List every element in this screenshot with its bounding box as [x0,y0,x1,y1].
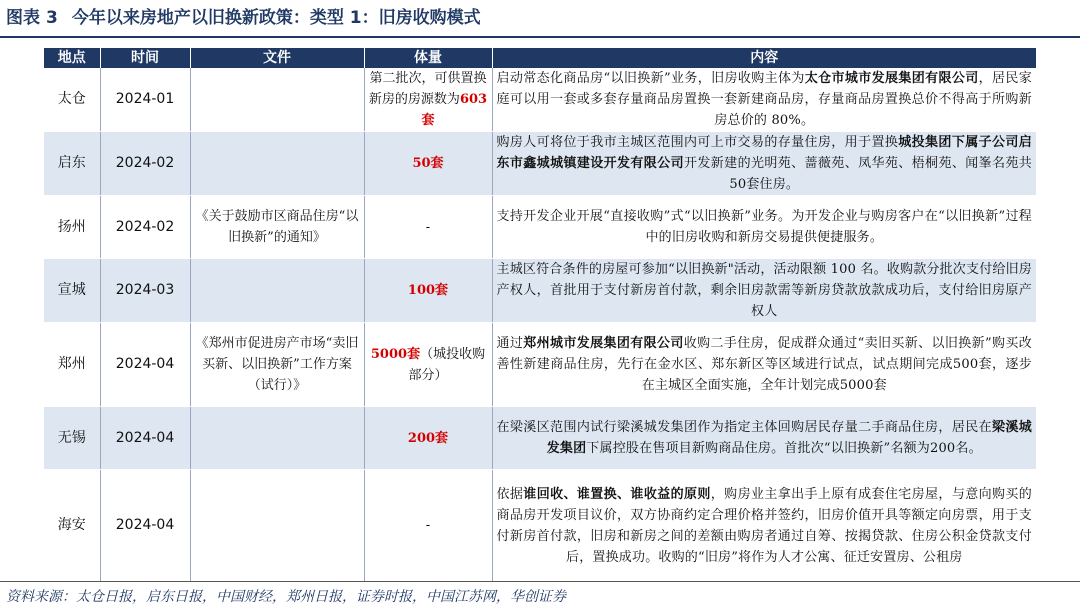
content-text: 主城区符合条件的房屋可参加“以旧换新"活动，活动限额 100 名。收购款分批次支付给旧房产权人，首批用于支付新房首付款，剩余旧房款需等新房贷款放款成功后，支付给旧房原产权人 [496,262,1033,319]
cell-content [492,196,1036,259]
table-row [44,132,1036,196]
volume-highlight: 100套 [407,283,449,298]
table-row [44,196,1036,259]
cell-content [492,68,1036,132]
cell-volume [364,470,492,582]
cell-document [190,470,364,582]
cell-time: 2024-04 [100,407,190,470]
content-emphasis: 太仓市城市发展集团有限公司 [804,71,979,86]
cell-document: 《关于鼓励市区商品住房“以旧换新”的通知》 [190,196,364,259]
cell-content [492,132,1036,196]
cell-time: 2024-02 [100,132,190,196]
content-emphasis: 谁回收、谁置换、谁收益的原则 [523,486,711,502]
footer-divider [0,581,1080,582]
table-row [44,68,1036,132]
cell-volume [364,323,492,407]
header-time: 时间 [100,48,190,68]
cell-location: 启东 [44,132,100,196]
content-emphasis: 城投集团下属子公司启东市鑫城城镇建设开发有限公司 [496,135,1032,171]
volume-text: - [425,518,431,533]
volume-highlight: 5000套 [370,346,421,362]
cell-volume [364,196,492,259]
table-row [44,470,1036,582]
volume-text: 第二批次，可供置换新房的房源数为 [368,71,487,107]
header-document: 文件 [190,48,364,68]
cell-location: 太仓 [44,68,100,132]
cell-document [190,407,364,470]
cell-time: 2024-04 [100,323,190,407]
cell-document: 《郑州市促进房产市场“卖旧买新、以旧换新”工作方案（试行）》 [190,323,364,407]
cell-document [190,259,364,323]
content-text: 在梁溪区范围内试行梁溪城发集团作为指定主体回购居民存量二手商品住房，居民在 [496,420,993,435]
cell-time: 2024-03 [100,259,190,323]
figure-title [6,4,481,32]
cell-location: 海安 [44,470,100,582]
content-text: 通过 [496,336,524,351]
cell-content [492,407,1036,470]
title-divider [0,36,1080,38]
cell-volume [364,407,492,470]
content-text: 支持开发企业开展“直接收购”式“以旧换新”业务。为开发企业与购房客户在“以旧换新”过程中的旧房收购和新房交易提供便捷服务。 [496,209,1032,245]
content-text: 购房人可将位于我市主城区范围内可上市交易的存量住房，用于置换 [496,135,899,150]
cell-location: 无锡 [44,407,100,470]
volume-highlight: 200套 [407,430,449,446]
cell-volume [364,68,492,132]
figure-title-number: 3 [46,8,58,28]
volume-text: （城投收购部分） [408,346,486,383]
content-emphasis: 梁溪城发集团 [546,420,1032,456]
table-row [44,323,1036,407]
cell-time: 2024-01 [100,68,190,132]
content-emphasis: 郑州城市发展集团有限公司 [523,336,684,351]
volume-highlight: 50套 [412,156,444,171]
volume-highlight: 603套 [421,92,488,128]
content-text: ，购房业主拿出手上原有成套住宅房屋，与意向购买的商品房开发项目议价，双方协商约定合理价格并签约，旧房价值开具等额定向房票，用于支付新房首付款，旧房和新房之间的差额由购房者通过自筹、按揭贷款、住房公积金贷款支付后，置换成功。收购的“旧房”将作为人才公寓、征迁安置房、公租房 [496,486,1032,565]
cell-content [492,259,1036,323]
figure-title-prefix: 图表 [6,8,40,28]
cell-volume [364,259,492,323]
cell-volume [364,132,492,196]
cell-document [190,68,364,132]
figure-title-text: 今年以来房地产以旧换新政策：类型 1：旧房收购模式 [71,8,481,28]
cell-content [492,323,1036,407]
header-volume: 体量 [364,48,492,68]
table-row [44,407,1036,470]
source-note: 资料来源：太仓日报，启东日报，中国财经，郑州日报，证券时报，中国江苏网，华创证券 [6,589,566,605]
cell-location: 宣城 [44,259,100,323]
cell-location: 扬州 [44,196,100,259]
policy-table [44,48,1036,582]
content-text: ，居民家庭可以用一套或多套存量商品房置换一套新建商品房，存量商品房置换总价不得高于所购新房总价的 80%。 [496,71,1032,128]
content-text: 下属控股在售项目新购商品住房。首批次“以旧换新”名额为200名。 [586,441,982,456]
cell-document [190,132,364,196]
content-text: 依据 [496,486,524,502]
cell-time: 2024-02 [100,196,190,259]
cell-time: 2024-04 [100,470,190,582]
table-header-row [44,48,1036,68]
content-text: 启动常态化商品房“以旧换新”业务，旧房收购主体为 [496,71,805,86]
volume-text: - [425,219,431,235]
table-row [44,259,1036,323]
cell-content [492,470,1036,582]
cell-location: 郑州 [44,323,100,407]
content-text: 开发新建的光明苑、蔷薇苑、凤华苑、梧桐苑、闻峯名苑共50套住房。 [684,156,1032,192]
header-content: 内容 [492,48,1036,68]
content-text: 收购二手住房，促成群众通过“卖旧买新、以旧换新”购买改善性新建商品住房，先行在金水区、郑东新区等区域进行试点，试点期间完成500套，逐步在主城区全面实施，全年计划完成5000套 [496,336,1032,393]
header-location: 地点 [44,48,100,68]
